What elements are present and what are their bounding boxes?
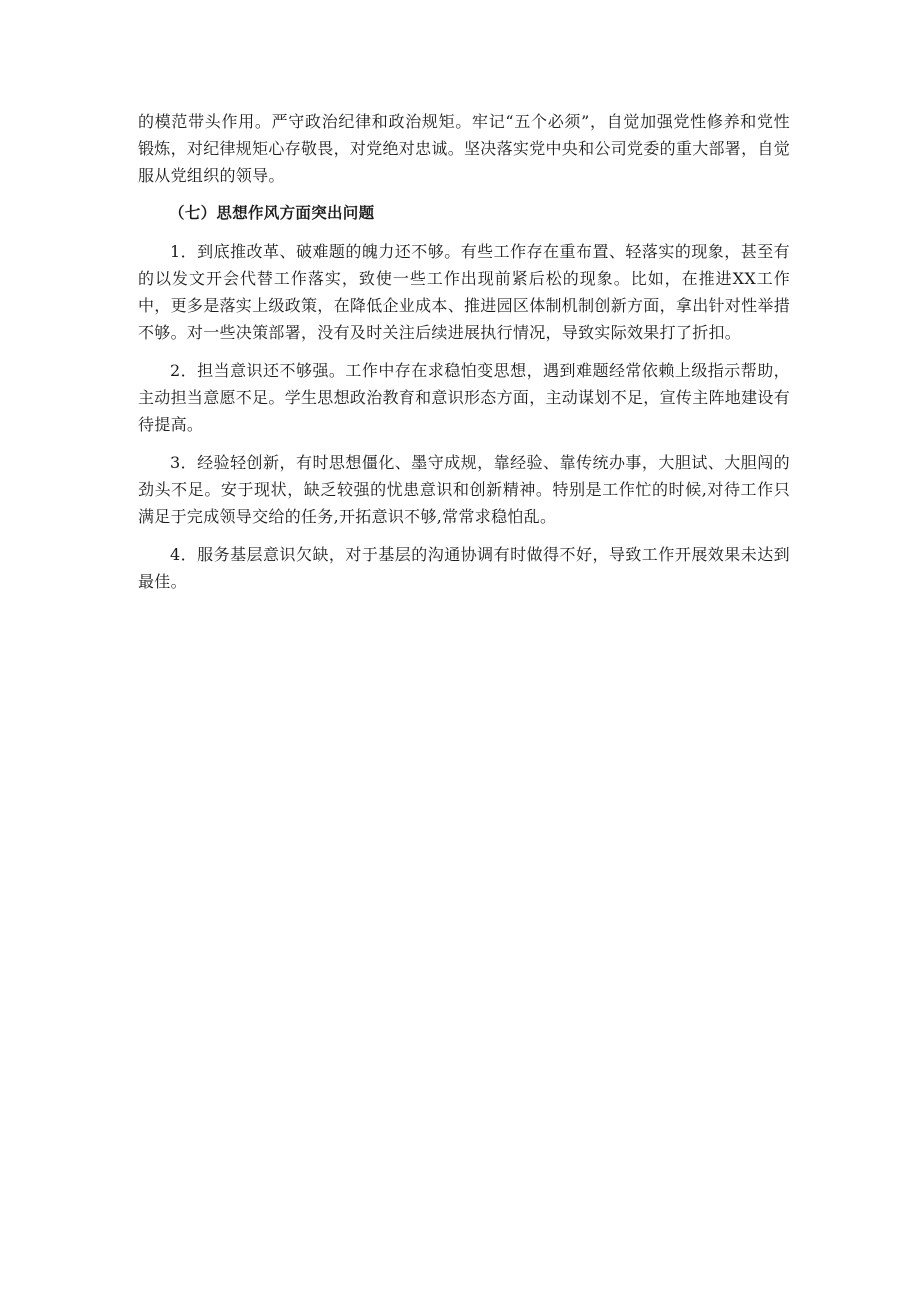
list-item-3: 3．经验轻创新，有时思想僵化、墨守成规，靠经验、靠传统办事，大胆试、大胆闯的劲头不足。安于现状，缺乏较强的忧患意识和创新精神。特别是工作忙的时候,对待工作只满足于完成领导交给的任务,开拓意识不够,常常求稳怕乱。 xyxy=(138,453,790,526)
section-heading: （七）思想作风方面突出问题 xyxy=(169,204,375,222)
list-item-2: 2．担当意识还不够强。工作中存在求稳怕变思想，遇到难题经常依赖上级指示帮助，主动担当意愿不足。学生思想政治教育和意识形态方面，主动谋划不足，宣传主阵地建设有待提高。 xyxy=(138,361,791,434)
list-item-4: 4．服务基层意识欠缺，对于基层的沟通协调有时做得不好，导致工作开展效果未达到最佳。 xyxy=(138,545,790,591)
list-item-1: 1．到底推改革、破难题的魄力还不够。有些工作存在重布置、轻落实的现象，甚至有的以发文开会代替工作落实，致使一些工作出现前紧后松的现象。比如，在推进XX工作中，更多是落实上级政策，在降低企业成本、推进园区体制机制创新方面，拿出针对性举措不够。对一些决策部署，没有及时关注后续进展执行情况，导致实际效果打了折扣。 xyxy=(138,242,791,342)
document-body xyxy=(138,108,790,606)
continued-paragraph: 的模范带头作用。严守政治纪律和政治规矩。牢记“五个必须”，自觉加强党性修养和党性锻炼，对纪律规矩心存敬畏，对党绝对忠诚。坚决落实党中央和公司党委的重大部署，自觉服从党组织的领导。 xyxy=(138,112,791,185)
